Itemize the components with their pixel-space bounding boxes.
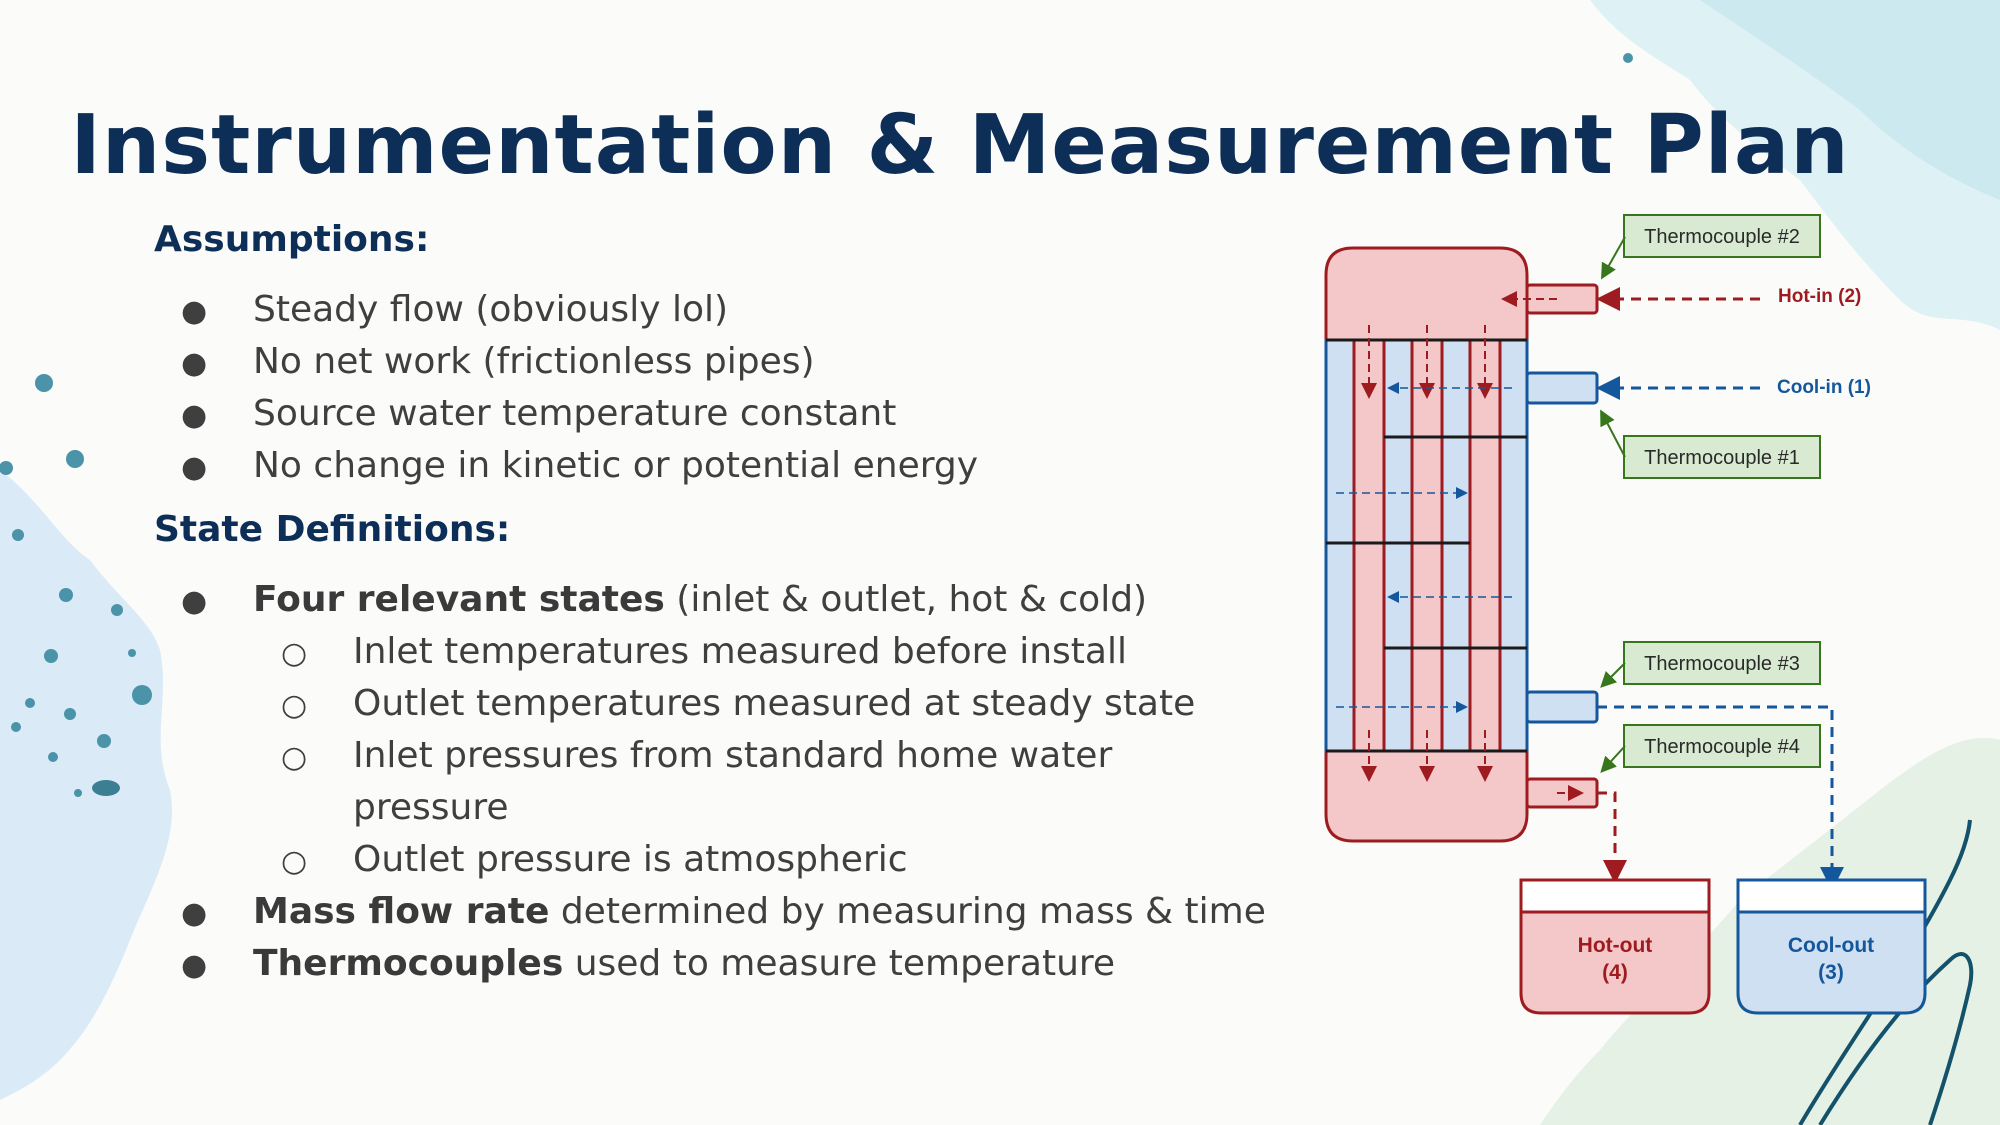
item-text: determined by measuring mass & time: [549, 891, 1266, 932]
assumptions-heading: Assumptions:: [154, 219, 430, 260]
thermocouple-2-label: Thermocouple #2: [1644, 226, 1800, 248]
state-definitions-heading: State Definitions:: [154, 509, 511, 550]
sub-bullet-marker: ○: [281, 688, 308, 723]
thermocouple-1-label: Thermocouple #1: [1644, 447, 1800, 469]
assumption-item: No net work (frictionless pipes): [253, 341, 815, 382]
item-text: (inlet & outlet, hot & cold): [664, 579, 1148, 620]
bold-term: Four relevant states: [253, 579, 665, 620]
cool-out-label: Cool-out: [1787, 934, 1875, 957]
bullet-marker: ●: [181, 948, 208, 983]
cool-out-nozzle: [1527, 692, 1597, 722]
bullet-marker: ●: [181, 450, 208, 485]
state-item-thermocouples: [253, 942, 1115, 986]
bullet-marker: ●: [181, 346, 208, 381]
state-subitem: Inlet pressures from standard home water: [353, 735, 1113, 776]
assumption-item: Steady flow (obviously lol): [253, 289, 729, 330]
state-subitem-continued: pressure: [353, 787, 509, 828]
tube-1: [1354, 340, 1384, 751]
state-subitem: Outlet temperatures measured at steady state: [353, 683, 1196, 724]
thermocouple-4-label: Thermocouple #4: [1644, 736, 1800, 758]
bullet-marker: ●: [181, 294, 208, 329]
heat-exchanger-diagram: [1300, 200, 2000, 1030]
state-subitem: Outlet pressure is atmospheric: [353, 839, 908, 880]
bold-term: Mass flow rate: [253, 891, 550, 932]
bold-term: Thermocouples: [253, 943, 564, 984]
bullet-marker: ●: [181, 584, 208, 619]
cool-in-nozzle: [1527, 373, 1597, 403]
tube-2: [1412, 340, 1442, 751]
cool-out-state-number: (3): [1818, 961, 1844, 984]
page-title: Instrumentation & Measurement Plan: [70, 98, 1850, 193]
thermocouple-3-label: Thermocouple #3: [1644, 653, 1800, 675]
state-item-mass-flow: [253, 890, 1266, 934]
sub-bullet-marker: ○: [281, 740, 308, 775]
bullet-marker: ●: [181, 398, 208, 433]
bottom-header: [1326, 751, 1527, 841]
hot-in-label: Hot-in (2): [1778, 286, 1862, 307]
item-text: used to measure temperature: [563, 943, 1116, 984]
assumption-item: No change in kinetic or potential energy: [253, 445, 979, 486]
hot-out-state-number: (4): [1602, 961, 1628, 984]
state-subitem: Inlet temperatures measured before install: [353, 631, 1127, 672]
sub-bullet-marker: ○: [281, 844, 308, 879]
sub-bullet-marker: ○: [281, 636, 308, 671]
tube-3: [1470, 340, 1500, 751]
state-item-four-states: [253, 578, 1147, 622]
hot-out-label: Hot-out: [1577, 934, 1653, 957]
bullet-marker: ●: [181, 896, 208, 931]
assumption-item: Source water temperature constant: [253, 393, 897, 434]
cool-in-label: Cool-in (1): [1777, 377, 1871, 398]
